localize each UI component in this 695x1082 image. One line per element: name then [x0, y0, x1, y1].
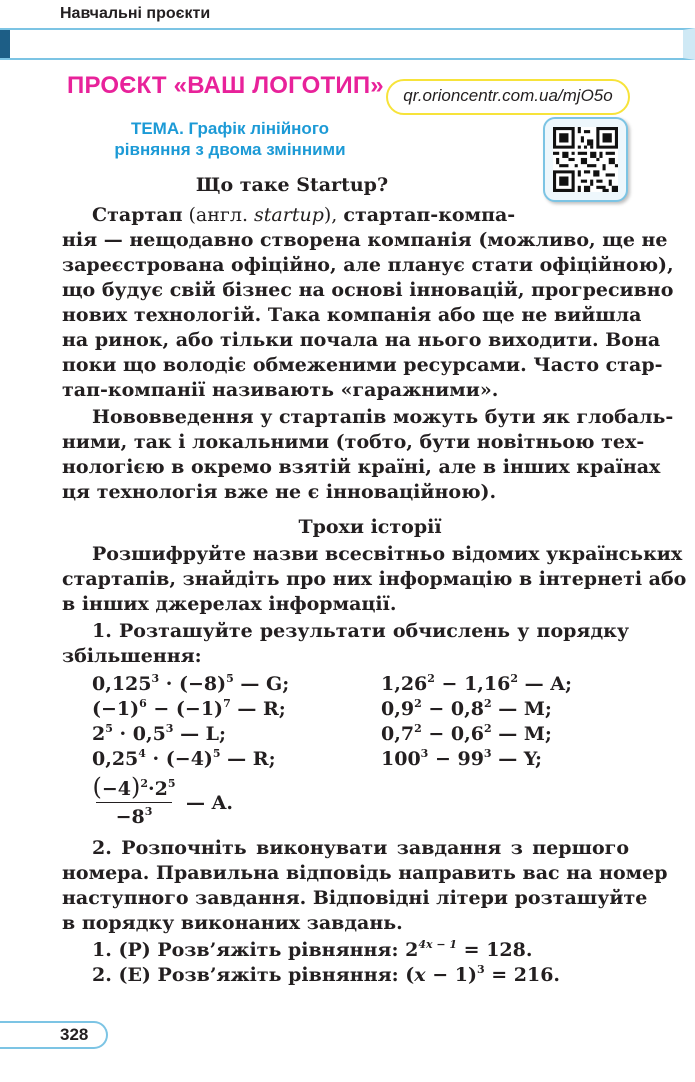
paragraph-line: зареєстрована офіційно, але планує стати офіційною), — [62, 254, 674, 276]
expr-variable: x — [414, 964, 426, 986]
paragraph-line: стартапів, знайдіть про них інформацію в інтернеті або — [62, 568, 687, 590]
expr-letter: — L; — [173, 723, 227, 745]
expr-letter: — A; — [518, 673, 573, 695]
expr-part: 0,25 — [92, 748, 139, 770]
theme-line-2: рівняння з двома змінними — [114, 140, 346, 159]
expr-letter: — Y; — [491, 748, 543, 770]
expr-part: · (−4) — [145, 748, 213, 770]
expr-part: 2 — [92, 723, 106, 745]
expr-part: = 128. — [457, 939, 533, 961]
expr-power: 6 — [139, 697, 147, 710]
expr-part: − 1,16 — [434, 673, 511, 695]
fraction-bar — [96, 802, 172, 803]
expr-part: − (−1) — [146, 698, 224, 720]
expr-power: 3 — [476, 963, 485, 976]
page-number-box — [0, 1021, 108, 1049]
subtask-item — [92, 963, 560, 987]
expr-part: 1,26 — [381, 673, 428, 695]
fraction-numerator: $(-4)^2\cdot 2^5$ — [92, 773, 176, 801]
expr-power: 3 — [483, 747, 492, 760]
expr-power: 2 — [483, 697, 492, 710]
term-english: startup — [254, 204, 324, 226]
expression-item — [92, 672, 289, 696]
expr-part: − 1) — [425, 964, 477, 986]
term-startup-company: стартап-компа- — [343, 204, 516, 226]
expr-letter: — M; — [491, 723, 552, 745]
task-2-text: номера. Правильна відповідь направить вас на номер — [62, 862, 668, 884]
paragraph-line: поки що володіє обмеженими ресурсами. Часто стар- — [62, 354, 663, 376]
expr-power: 2 — [510, 672, 519, 685]
paragraph-line: на ринок, або тільки почала на нього виходити. Вона — [62, 329, 661, 351]
expr-power: 5 — [105, 722, 113, 735]
task-2-text: 2. Розпочніть виконувати завдання з першого — [92, 837, 629, 859]
expr-part: · 0,5 — [112, 723, 166, 745]
expr-part: (−1) — [92, 698, 140, 720]
expr-power: 3 — [165, 722, 174, 735]
expr-letter: — M; — [491, 698, 552, 720]
section-header-title: Навчальні проєкти — [60, 5, 211, 22]
paragraph-line: тап-компанії називають «гаражними». — [62, 379, 499, 401]
expr-part: 100 — [381, 748, 421, 770]
qr-link[interactable]: qr.orioncentr.com.ua/mjO5o — [386, 79, 630, 115]
task-2-text: наступного завдання. Відповідні літери розташуйте — [62, 887, 648, 909]
paragraph-line — [62, 228, 668, 252]
expr-part: ·2 — [148, 778, 168, 800]
expr-part: 0,125 — [92, 673, 152, 695]
expr-power: 5 — [167, 777, 176, 790]
expr-power: 5 — [226, 672, 234, 685]
paragraph-line: ними, так і локальними (тобто, бути новітньою тех- — [62, 431, 645, 453]
term-startup: Стартап — [92, 204, 183, 226]
subtask-item — [92, 938, 533, 962]
expression-item — [92, 722, 226, 746]
expr-part: 0,9 — [381, 698, 415, 720]
task-1-text: збільшення: — [62, 645, 202, 667]
expr-power: 7 — [223, 697, 231, 710]
expr-power: 2 — [483, 722, 492, 735]
term-startup-company-end: нія — [62, 229, 98, 251]
fraction-denominator — [92, 806, 176, 828]
text-fragment: ), — [323, 204, 344, 226]
expr-power: 4 — [138, 747, 146, 760]
expr-power: 2 — [427, 672, 435, 685]
fraction-expression — [92, 774, 176, 828]
project-theme — [40, 118, 420, 160]
qr-code-icon — [553, 127, 618, 192]
qr-code[interactable] — [543, 117, 628, 202]
expression-item — [381, 672, 572, 696]
expr-letter: — R; — [220, 748, 276, 770]
section-heading-startup: Що таке Startup? — [195, 174, 389, 196]
expr-power: 4x − 1 — [418, 938, 458, 951]
expr-part: 0,7 — [381, 723, 415, 745]
expr-part: − 0,6 — [421, 723, 484, 745]
expr-power: 3 — [151, 672, 160, 685]
expr-part: = 216. — [484, 964, 561, 986]
expr-part: − 99 — [428, 748, 484, 770]
text-fragment: (англ. — [182, 204, 255, 226]
paragraph-line: в інших джерелах інформації. — [62, 593, 397, 615]
header-bar — [0, 28, 695, 60]
expr-letter: — R; — [230, 698, 286, 720]
task-2-text: в порядку виконаних завдань. — [62, 912, 403, 934]
project-title: ПРОЄКТ «ВАШ ЛОГОТИП» — [67, 72, 384, 99]
expression-item — [92, 697, 286, 721]
expr-part: 1. (P) Розв’яжіть рівняння: 2 — [92, 939, 419, 961]
paragraph-line: що будує свій бізнес на основі інновацій, прогресивно — [62, 279, 674, 301]
text-fragment: — нещодавно створена компанія (можливо, ще не — [97, 229, 668, 251]
expression-item — [92, 747, 276, 771]
section-heading-history: Трохи історії — [298, 516, 442, 538]
paragraph-line: Розшифруйте назви всесвітньо відомих українських — [92, 543, 683, 565]
expression-item — [381, 697, 552, 721]
expression-item — [381, 722, 552, 746]
paragraph-line: Нововведення у стартапів можуть бути як глобаль- — [92, 406, 674, 428]
expr-part: 2. (E) Розв’яжіть рівняння: ( — [92, 964, 415, 986]
expr-part: · (−8) — [159, 673, 227, 695]
theme-line-1: ТЕМА. Графік лінійного — [130, 119, 330, 138]
expr-power: 2 — [414, 722, 422, 735]
expr-power: 3 — [420, 747, 429, 760]
header-accent — [0, 30, 10, 58]
paragraph-line: ця технологія вже не є інноваційною). — [62, 481, 497, 503]
expr-letter: — G; — [233, 673, 290, 695]
expr-letter: — A. — [186, 792, 233, 814]
paragraph-line: нових технологій. Така компанія або ще не вийшла — [62, 304, 642, 326]
expr-power: 3 — [144, 805, 153, 818]
expr-power: 2 — [414, 697, 422, 710]
expression-item — [381, 747, 542, 771]
expr-power: 2 — [140, 777, 149, 790]
expr-part: − 0,8 — [421, 698, 484, 720]
expr-part: −4 — [101, 778, 131, 800]
expr-power: 5 — [212, 747, 221, 760]
paragraph-line: нологією в окремо взятій країні, але в інших країнах — [62, 456, 661, 478]
expr-part: −8 — [115, 806, 145, 828]
paragraph-line — [92, 203, 515, 227]
page-number: 328 — [60, 1025, 89, 1044]
task-1-text: 1. Розташуйте результати обчислень у порядку — [92, 620, 629, 642]
